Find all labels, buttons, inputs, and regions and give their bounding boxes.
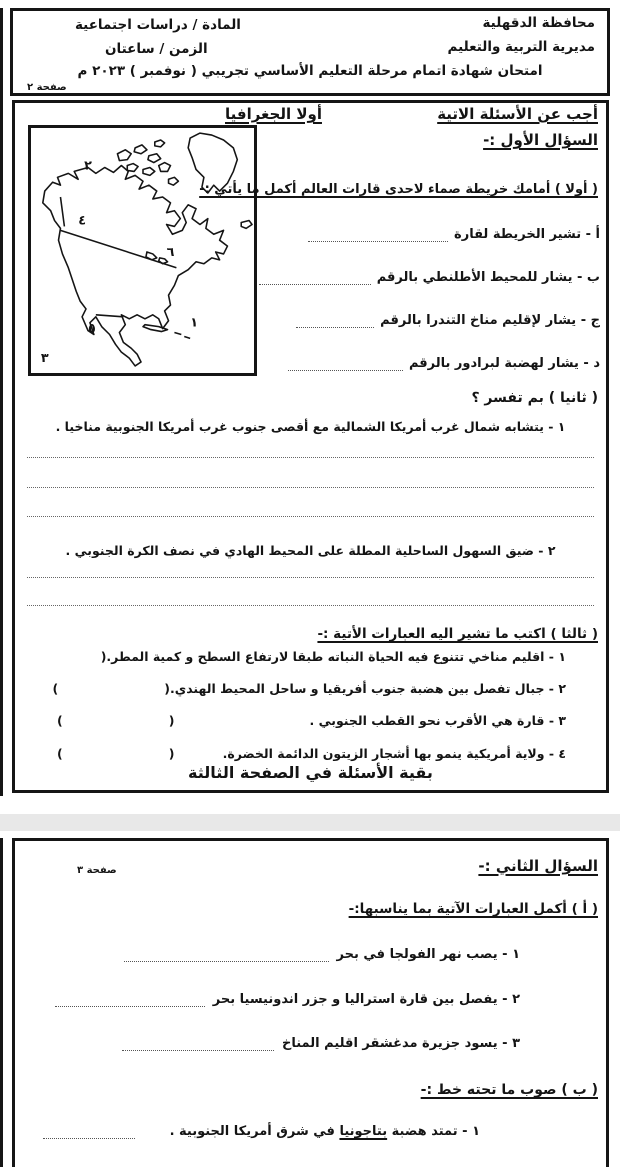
statement-4-text: ٤ - ولاية أمريكية ينمو بها أشجار الزيتون الدائمة الخضرة.: [222, 746, 566, 761]
item-text-pre: ١ - تمتد هضبة: [387, 1124, 480, 1139]
dotted-blank: [124, 950, 329, 962]
item-text-post: في شرق أمريكا الجنوبية .: [169, 1124, 340, 1139]
part-awalan-heading: ( أولا ) أمامك خريطة صماء لاحدى قارات العالم أكمل ما يأتي :-: [199, 182, 598, 197]
answer-parentheses: [57, 713, 174, 728]
page-2-content-box: [12, 100, 609, 793]
geography-heading: أولا الجغرافيا: [225, 105, 322, 123]
dotted-blank: [308, 230, 448, 242]
statement-2: [52, 681, 566, 696]
statement-2-text: ٢ - جبال تفصل بين هضبة جنوب أفريقيا و ساحل المحيط الهندي.: [169, 681, 566, 696]
question-2-heading: السؤال الثاني :-: [478, 857, 598, 875]
statement-4: [57, 746, 566, 761]
map-question-b-text: ب - يشار للمحيط الأطلنطي بالرقم: [376, 270, 600, 285]
paren-open: (: [57, 746, 63, 761]
page-edge-line-bottom: [0, 838, 3, 1167]
map-question-c: [296, 313, 600, 328]
map-question-d-text: د - يشار لهضبة لبرادور بالرقم: [408, 356, 600, 371]
part-thanyan-heading: ( ثانيا ) بم تفسر ؟: [471, 390, 598, 406]
map-number-1-atlantic: ١: [190, 315, 199, 331]
map-frame: [28, 125, 257, 376]
statement-1: [57, 649, 566, 664]
dotted-blank: [122, 1039, 274, 1051]
page-3-content-box: [12, 838, 609, 1167]
statement-1-text: ١ - اقليم مناخي تتنوع فيه الحياة النباته طبقا لارتفاع السطح و كمية المطر.: [106, 649, 566, 664]
complete-item-2-text: ٢ - يفصل بين قارة استراليا و جزر اندونيسيا بحر: [212, 992, 520, 1007]
map-question-d: [288, 356, 600, 371]
answer-parentheses: [53, 681, 170, 696]
statement-3: [57, 713, 566, 728]
patagonia-underlined-word: بتاجونيا: [339, 1124, 388, 1139]
answer-line: [27, 577, 594, 578]
subject-line: المادة / دراسات اجتماعية: [75, 17, 241, 33]
north-america-blank-map: [31, 128, 254, 373]
complete-item-3: [122, 1036, 520, 1051]
map-question-c-text: ج - يشار لإقليم مناخ التندرا بالرقم: [380, 313, 600, 328]
complete-item-2: [55, 992, 520, 1007]
exam-title-line: امتحان شهادة اتمام مرحلة التعليم الأساسي تجريبي ( نوفمبر ) ٢٠٢٣ م: [77, 63, 543, 79]
map-number-2-tundra: ٢: [84, 158, 92, 174]
map-question-a: [308, 227, 600, 242]
dotted-blank: [296, 316, 374, 328]
underline-correct-item-1: [43, 1124, 480, 1139]
part-thalthan-heading: ( ثالثا ) اكتب ما تشير اليه العبارات الأتية :-: [317, 626, 598, 642]
statement-3-text: ٣ - قارة هي الأقرب نحو القطب الجنوبي .: [309, 713, 566, 728]
paren-close: ): [168, 713, 175, 728]
part-a-heading: ( أ ) أكمل العبارات الآتية بما يناسبها:-: [348, 901, 598, 917]
page-footer-note: بقية الأسئلة في الصفحة الثالثة: [188, 763, 433, 782]
question-1-heading: السؤال الأول :-: [483, 131, 598, 149]
explain-question-1: ١ - يتشابه شمال غرب أمريكا الشمالية مع أقصى جنوب غرب أمريكا الجنوبية مناخيا .: [55, 419, 566, 434]
complete-item-1-text: ١ - يصب نهر الفولجا في بحر: [336, 947, 520, 962]
complete-item-3-text: ٣ - يسود جزيرة مدغشقر اقليم المناخ: [281, 1036, 520, 1051]
answer-instruction-heading: أجب عن الأسئلة الاتية: [437, 105, 598, 123]
page-separator-band: [0, 814, 620, 831]
map-number-3-pacific: ٣: [40, 351, 49, 366]
complete-item-1: [124, 947, 520, 962]
time-line: الزمن / ساعتان: [105, 41, 208, 57]
answer-line: [27, 516, 594, 517]
answer-parentheses: [0, 649, 106, 664]
paren-close: ): [100, 649, 107, 664]
exam-header-box: [10, 8, 610, 96]
answer-line: [27, 487, 594, 488]
answer-line: [27, 605, 594, 606]
map-number-4-canada: ٤: [78, 213, 87, 229]
answer-line: [27, 457, 594, 458]
dotted-blank: [55, 995, 205, 1007]
page-3-label: صفحة ٣: [77, 865, 117, 876]
part-b-heading: ( ب ) صوب ما تحته خط :-: [420, 1082, 598, 1098]
directorate-line: مديرية التربية والتعليم: [447, 39, 595, 55]
page-2-label: صفحة ٢: [27, 82, 67, 93]
map-question-a-text: أ - تشير الخريطة لقارة: [454, 227, 600, 242]
paren-open: (: [52, 681, 59, 696]
map-number-5-mexico: ٥: [88, 321, 96, 337]
answer-parentheses: [57, 746, 174, 761]
governorate-line: محافظة الدقهلية: [482, 15, 595, 31]
paren-close: ): [164, 681, 170, 696]
paren-close: ): [168, 746, 175, 761]
explain-question-2: ٢ - ضيق السهول الساحلية المطلة على المحيط الهادي في نصف الكرة الجنوبي .: [65, 543, 556, 558]
dotted-blank: [43, 1127, 135, 1139]
underline-correct-item-1-text: [170, 1124, 480, 1139]
map-question-b: [259, 270, 600, 285]
caribbean-islands: [143, 325, 190, 339]
dotted-blank: [259, 273, 371, 285]
map-number-6-labrador: ٦: [166, 244, 175, 260]
page-edge-line-top: [0, 8, 3, 796]
dotted-blank: [288, 359, 403, 371]
paren-open: (: [57, 713, 63, 728]
